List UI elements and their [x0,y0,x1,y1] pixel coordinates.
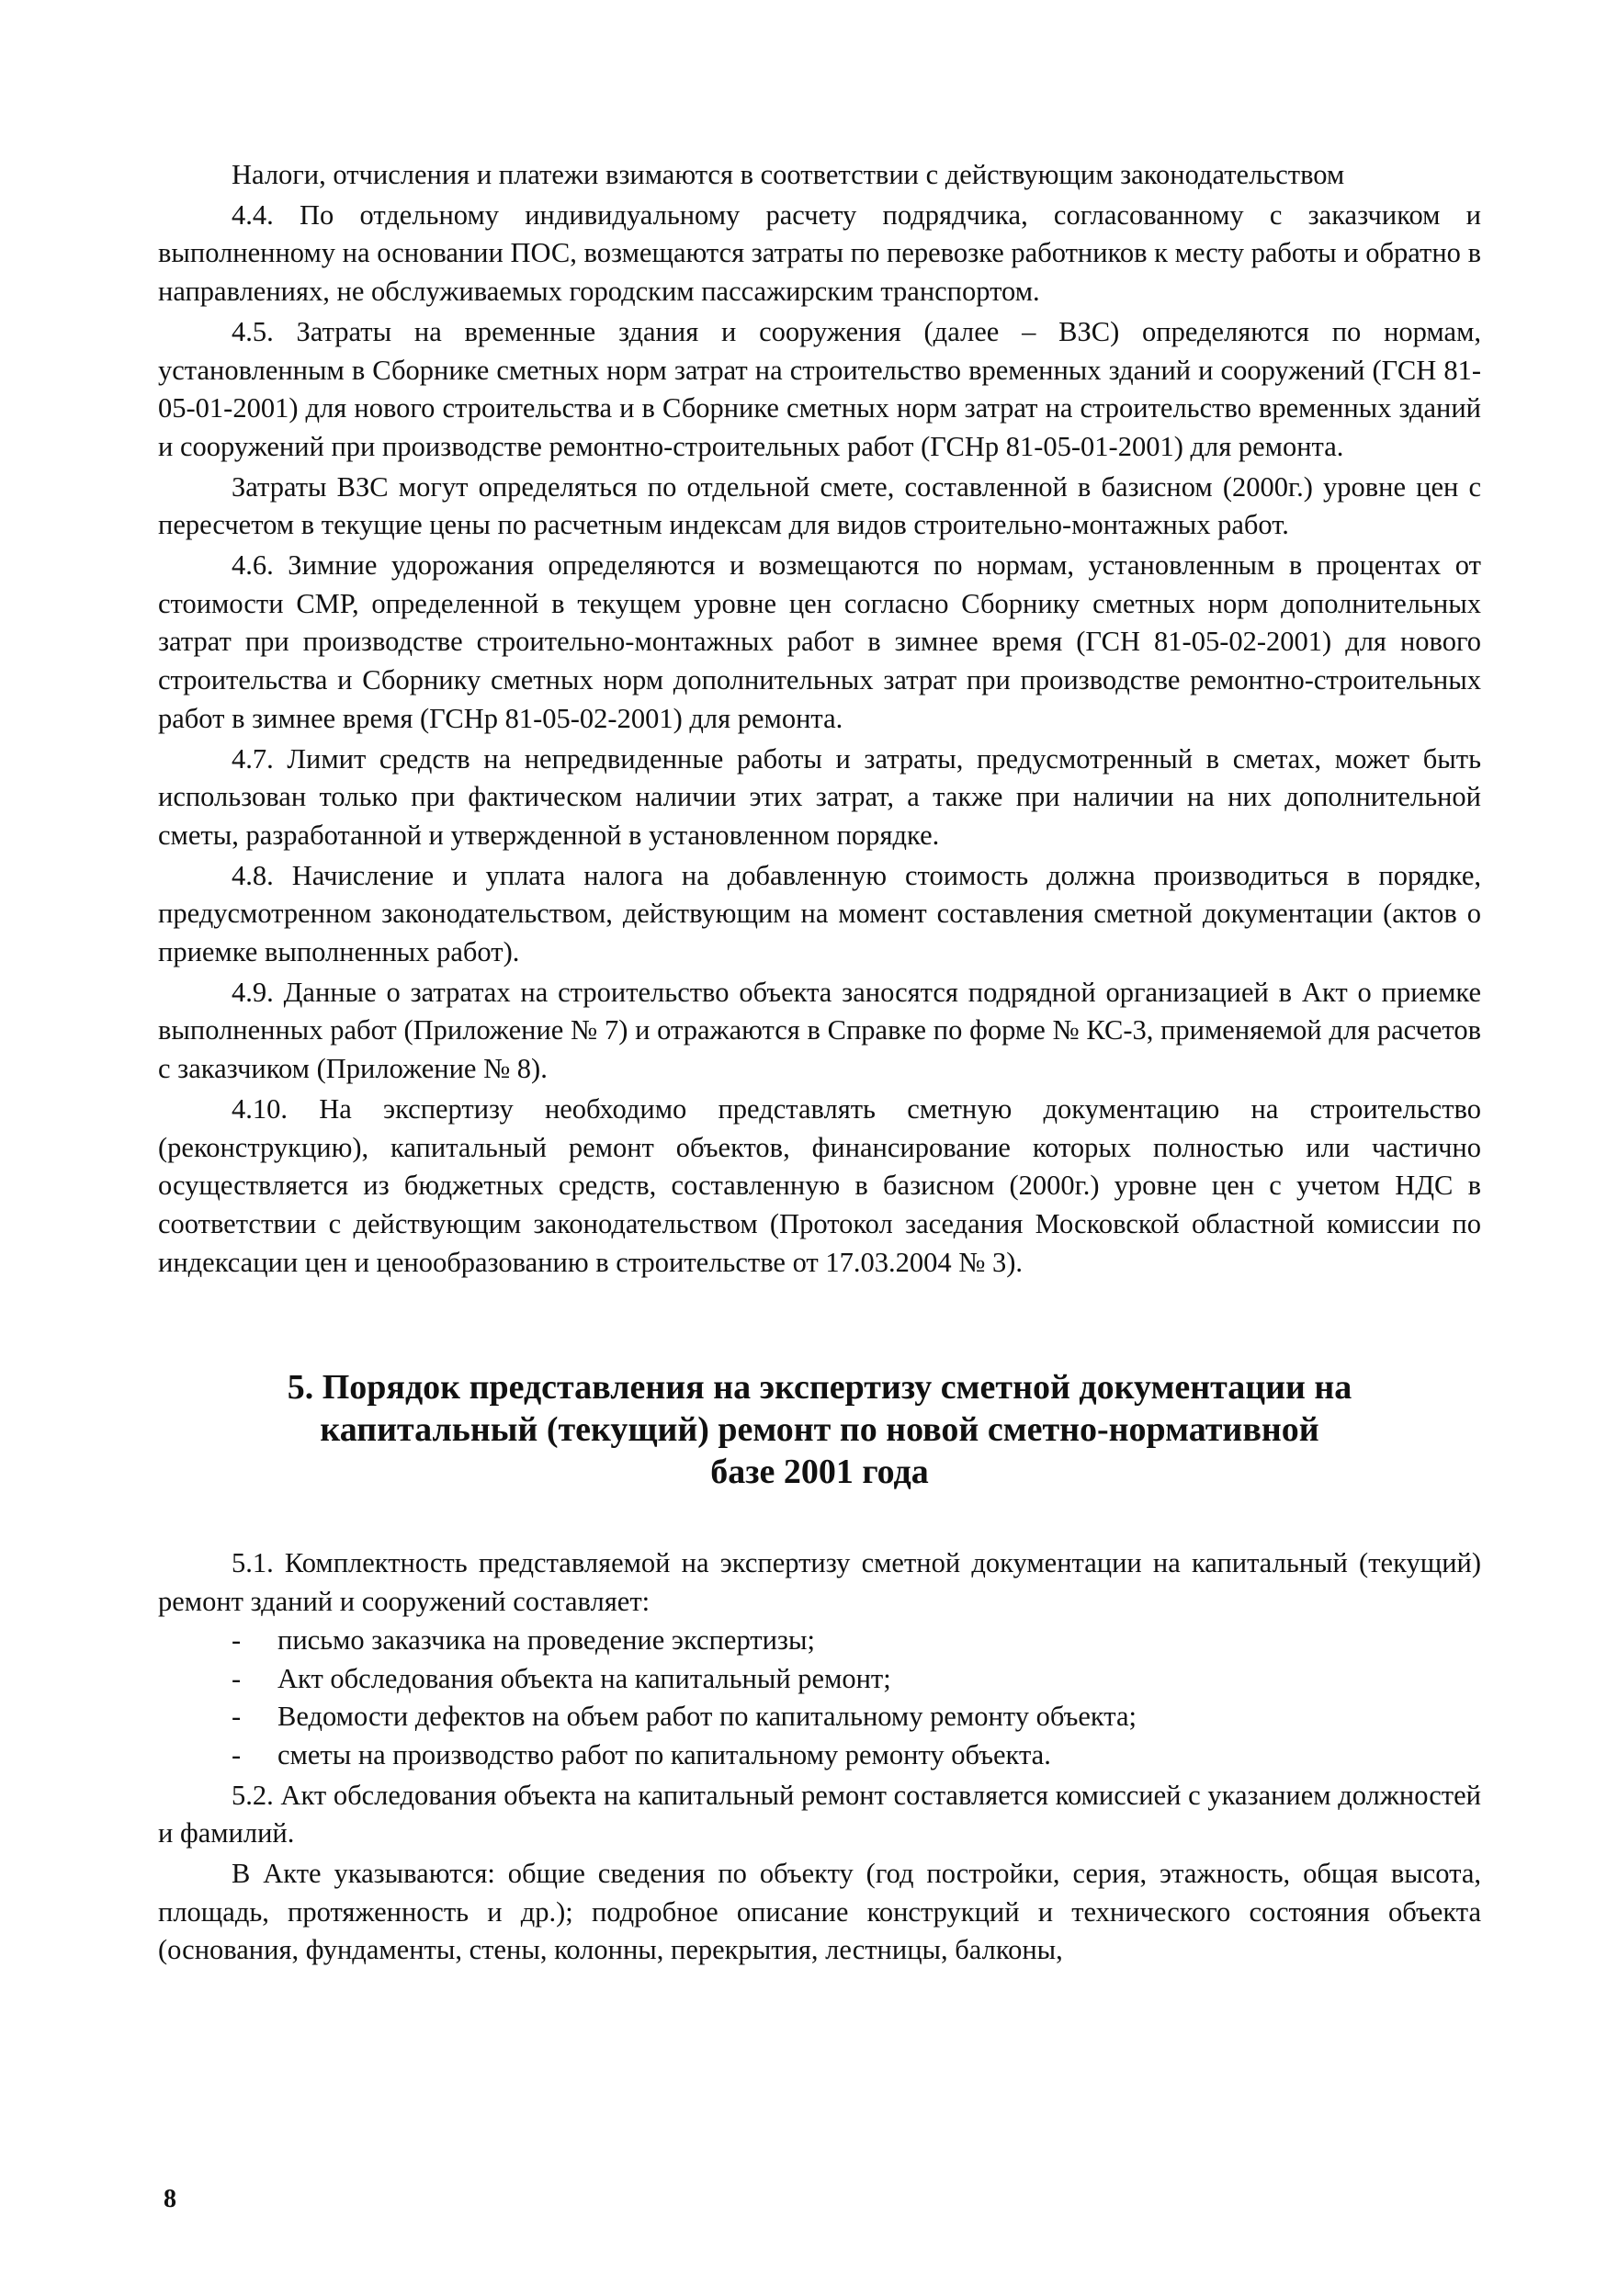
list-item: - Акт обследования объекта на капитальный ремонт; [158,1660,1481,1699]
list-item: - сметы на производство работ по капитальному ремонту объекта. [158,1736,1481,1775]
paragraph-5-1: 5.1. Комплектность представляемой на экспертизу сметной документации на капитальный (текущий) ремонт зданий и сооружений составляет: [158,1547,1481,1618]
paragraph-4-4: 4.4. По отдельному индивидуальному расчету подрядчика, согласованному с заказчиком и выполненному на основании ПОС, возмещаются затраты по перевозке работников к месту работы и обратно в направлениях, не обслуживаемых городским пассажирским транспортом. [158,198,1481,308]
paragraph-4-6: 4.6. Зимние удорожания определяются и возмещаются по нормам, установленным в процентах от стоимости СМР, определенной в текущем уровне цен согласно Сборнику сметных норм дополнительных затрат при производстве строительно-монтажных работ в зимнее время (ГСН 81-05-02-2001) для нового строительства и Сборнику сметных норм дополнительных затрат при производстве ремонтно-строительных работ в зимнее время (ГСНр 81-05-02-2001) для ремонта. [158,549,1481,734]
document-list [158,1622,1481,1775]
heading-line-2: капитальный (текущий) ремонт по новой сметно-нормативной [320,1410,1319,1450]
section-5-heading [158,1366,1481,1493]
paragraph-4-5: 4.5. Затраты на временные здания и сооружения (далее – ВЗС) определяются по нормам, установленным в Сборнике сметных норм затрат на строительство временных зданий и сооружений (ГСН 81-05-01-2001) для нового строительства и в Сборнике сметных норм затрат на строительство временных зданий и сооружений при производстве ремонтно-строительных работ (ГСНр 81-05-01-2001) для ремонта. [158,315,1481,462]
heading-line-3: базе 2001 года [710,1453,929,1492]
paragraph-4-10: 4.10. На экспертизу необходимо представлять сметную документацию на строительство (реконструкцию), капитальный ремонт объектов, финансирование которых полностью или частично осуществляется из бюджетных средств, составленную в базисном (2000г.) уровне цен с учетом НДС в соответствии с действующим законодательством (Протокол заседания Московской областной комиссии по индексации цен и ценообразованию в строительстве от 17.03.2004 № 3). [158,1092,1481,1278]
heading-line-1: 5. Порядок представления на экспертизу сметной документации на [287,1368,1352,1408]
paragraph-4-8: 4.8. Начисление и уплата налога на добавленную стоимость должна производиться в порядке, предусмотренном законодательством, действующим на момент составления сметной документации (актов о приемке выполненных работ). [158,859,1481,968]
paragraph-4-9: 4.9. Данные о затратах на строительство объекта заносятся подрядной организацией в Акт о приемке выполненных работ (Приложение № 7) и отражаются в Справке по форме № КС-3, применяемой для расчетов с заказчиком (Приложение № 8). [158,976,1481,1085]
list-item: - Ведомости дефектов на объем работ по капитальному ремонту объекта; [158,1698,1481,1736]
paragraph-4-7: 4.7. Лимит средств на непредвиденные работы и затраты, предусмотренный в сметах, может быть использован только при фактическом наличии этих затрат, а также при наличии на них дополнительной сметы, разработанной и утвержденной в установленном порядке. [158,742,1481,851]
page-number: 8 [164,2185,176,2213]
list-item: - письмо заказчика на проведение экспертизы; [158,1622,1481,1660]
paragraph-taxes: Налоги, отчисления и платежи взимаются в соответствии с действующим законодательством [232,159,1345,190]
paragraph-4-5-continued: Затраты ВЗС могут определяться по отдельной смете, составленной в базисном (2000г.) уровне цен с пересчетом в текущие цены по расчетным индексам для видов строительно-монтажных работ. [158,470,1481,541]
paragraph-5-2: 5.2. Акт обследования объекта на капитальный ремонт составляется комиссией с указанием должностей и фамилий. [158,1779,1481,1849]
paragraph-5-2-continued: В Акте указываются: общие сведения по объекту (год постройки, серия, этажность, общая высота, площадь, протяженность и др.); подробное описание конструкций и технического состояния объекта (основания, фундаменты, стены, колонны, перекрытия, лестницы, балконы, [158,1858,1481,1966]
document-body [158,156,1481,1970]
